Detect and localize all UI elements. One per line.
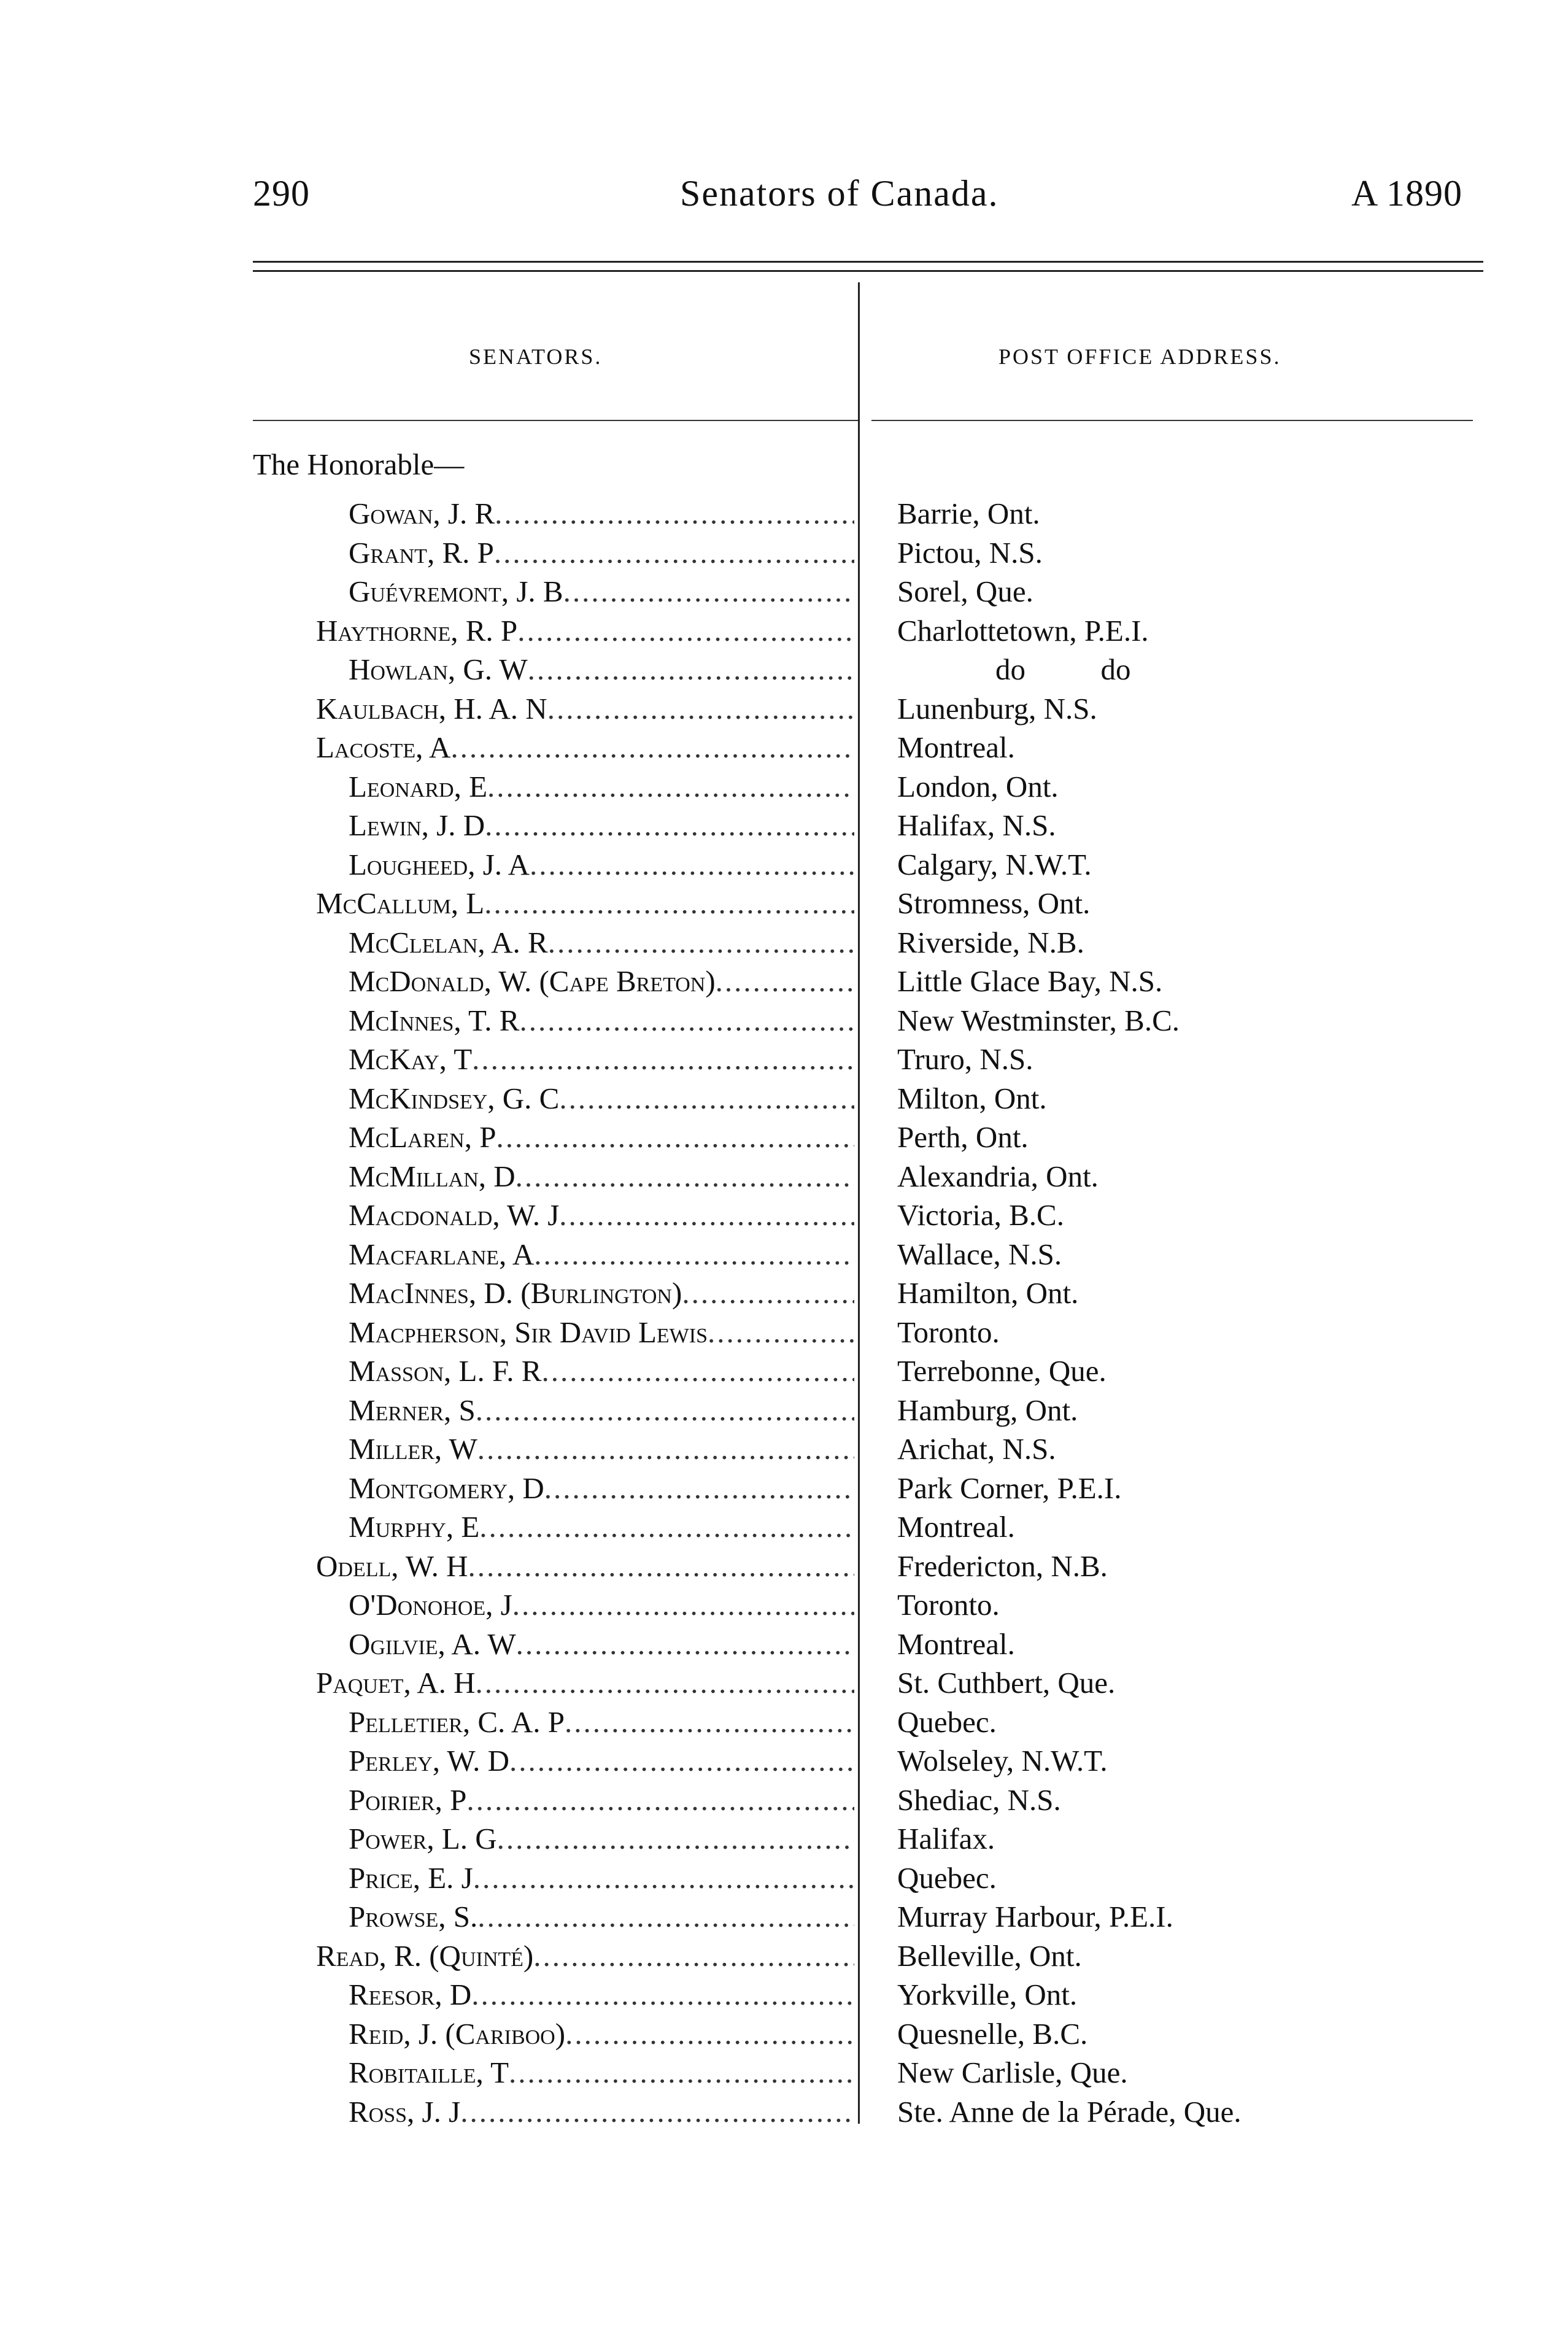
senator-name	[349, 1585, 854, 1625]
senator-name-text: McKay, T	[349, 1042, 473, 1076]
page-title: Senators of Canada.	[680, 173, 999, 214]
dot-leader	[516, 1157, 854, 1196]
senator-name	[349, 923, 854, 962]
dot-leader	[528, 650, 854, 689]
senator-name	[349, 767, 854, 807]
post-office-address: Toronto.	[897, 1588, 1000, 1622]
dot-leader	[476, 1391, 854, 1430]
senator-name-text: Lacoste, A	[316, 730, 451, 764]
dot-leader	[496, 1118, 854, 1157]
dot-leader	[477, 1897, 854, 1937]
dot-leader	[468, 1547, 855, 1586]
senator-name-text: Montgomery, D	[349, 1471, 544, 1505]
dot-leader	[542, 1352, 855, 1391]
senator-name	[316, 884, 854, 923]
senator-name	[349, 1079, 854, 1118]
post-office-address: do do	[995, 652, 1131, 686]
page-year: A 1890	[1351, 173, 1463, 214]
senator-name	[349, 1235, 854, 1274]
senator-name-text: Howlan, G. W	[349, 652, 528, 686]
dot-leader	[497, 1819, 854, 1859]
dot-leader	[519, 1001, 854, 1040]
dot-leader	[548, 923, 854, 962]
dot-leader	[509, 1741, 854, 1781]
post-office-address: Halifax.	[897, 1822, 995, 1855]
senator-name	[349, 962, 854, 1001]
dot-leader	[477, 1430, 854, 1469]
senator-name-text: Masson, L. F. R	[349, 1354, 542, 1388]
dot-leader	[563, 572, 854, 611]
dot-leader	[565, 2014, 854, 2054]
senator-name	[349, 2092, 854, 2132]
senator-name	[349, 1741, 854, 1781]
post-office-address: Truro, N.S.	[897, 1042, 1033, 1076]
post-office-address: Hamilton, Ont.	[897, 1276, 1079, 1310]
dot-leader	[530, 845, 854, 884]
senator-name-text: Lougheed, J. A	[349, 847, 530, 881]
senator-name-text: McMillan, D	[349, 1159, 516, 1193]
senator-name-text: Grant, R. P	[349, 535, 494, 570]
dot-leader	[547, 689, 854, 729]
senator-name-text: Prowse, S.	[349, 1900, 478, 1933]
dot-leader	[708, 1313, 854, 1352]
dot-leader	[471, 1975, 854, 2014]
header-rule-bottom	[253, 270, 1483, 272]
post-office-address: Lunenburg, N.S.	[897, 691, 1097, 726]
senator-name	[349, 572, 854, 611]
post-office-address: Montreal.	[897, 1510, 1015, 1544]
column-header-rule-right	[871, 420, 1473, 421]
senator-name	[349, 1625, 854, 1664]
senator-name	[349, 1975, 854, 2014]
post-office-address: Little Glace Bay, N.S.	[897, 964, 1163, 998]
post-office-address: Sorel, Que.	[897, 575, 1033, 608]
senator-name	[349, 1040, 854, 1079]
senator-name-text: Power, L. G	[349, 1822, 497, 1855]
senator-name-text: Poirier, P	[349, 1782, 467, 1817]
post-office-address: Quesnelle, B.C.	[897, 2016, 1088, 2051]
column-divider	[858, 282, 860, 2124]
senator-name-text: McCallum, L	[316, 886, 485, 920]
senator-name	[349, 1157, 854, 1196]
post-office-address: Shediac, N.S.	[897, 1782, 1061, 1817]
senator-name-text: Perley, W. D	[349, 1744, 510, 1778]
senator-name	[349, 494, 854, 533]
senator-name-text: Ross, J. J	[349, 2094, 461, 2129]
senator-name	[349, 1703, 854, 1742]
post-office-address: Perth, Ont.	[897, 1120, 1029, 1154]
senator-name	[349, 1313, 854, 1352]
senator-name	[349, 1118, 854, 1157]
post-office-address: Charlottetown, P.E.I.	[897, 613, 1149, 648]
post-office-address: St. Cuthbert, Que.	[897, 1666, 1116, 1700]
dot-leader	[472, 1040, 854, 1079]
senator-name-text: Pelletier, C. A. P	[349, 1704, 565, 1739]
senator-name-text: McKindsey, G. C	[349, 1081, 560, 1115]
senator-name-text: Kaulbach, H. A. N	[316, 691, 547, 726]
column-header-senators: SENATORS.	[469, 344, 603, 369]
senator-name	[349, 533, 854, 573]
dot-leader	[487, 767, 854, 807]
post-office-address: Calgary, N.W.T.	[897, 847, 1092, 881]
post-office-address: Hamburg, Ont.	[897, 1393, 1078, 1427]
post-office-address: Terrebonne, Que.	[897, 1354, 1106, 1388]
post-office-address: Quebec.	[897, 1704, 997, 1739]
post-office-address: New Westminster, B.C.	[897, 1003, 1180, 1037]
senator-name-text: Guévremont, J. B	[349, 575, 563, 608]
senator-name	[316, 1663, 854, 1703]
column-header-address: POST OFFICE ADDRESS.	[998, 344, 1281, 369]
dot-leader	[534, 1235, 854, 1274]
post-office-address: Toronto.	[897, 1315, 1000, 1349]
post-office-address: Stromness, Ont.	[897, 886, 1091, 920]
senator-name	[349, 806, 854, 845]
senator-name	[349, 1352, 854, 1391]
senator-name-text: McDonald, W. (Cape Breton)	[349, 964, 716, 998]
post-office-address: Pictou, N.S.	[897, 535, 1043, 570]
senator-name-text: Merner, S	[349, 1393, 476, 1427]
senator-name-text: Leonard, E	[349, 769, 488, 803]
senator-name	[316, 728, 854, 767]
dot-leader	[485, 806, 854, 845]
post-office-address: Yorkville, Ont.	[897, 1978, 1078, 2011]
post-office-address: Wolseley, N.W.T.	[897, 1744, 1108, 1778]
senator-name-text: Odell, W. H	[316, 1549, 468, 1583]
dot-leader	[484, 884, 854, 923]
senator-name-text: Macpherson, Sir David Lewis	[349, 1315, 708, 1349]
dot-leader	[509, 2053, 854, 2092]
dot-leader	[517, 611, 854, 651]
post-office-address: London, Ont.	[897, 769, 1059, 803]
senator-name-text: Paquet, A. H	[316, 1666, 476, 1700]
dot-leader	[494, 533, 854, 573]
senator-name	[349, 650, 854, 689]
intro-text: The Honorable—	[253, 447, 465, 481]
dot-leader	[476, 1663, 854, 1703]
post-office-address: Park Corner, P.E.I.	[897, 1471, 1122, 1505]
dot-leader	[533, 1937, 854, 1976]
senator-name-text: Ogilvie, A. W	[349, 1627, 516, 1661]
column-header-rule-left	[253, 420, 858, 421]
senator-name-text: Gowan, J. R	[349, 497, 495, 530]
post-office-address: Ste. Anne de la Pérade, Que.	[897, 2094, 1242, 2129]
senator-name-text: Reid, J. (Cariboo)	[349, 2016, 566, 2051]
senator-name	[349, 1507, 854, 1547]
senator-name-text: Reesor, D	[349, 1978, 472, 2011]
senator-name-text: Robitaille, T	[349, 2056, 509, 2089]
post-office-address: Wallace, N.S.	[897, 1237, 1062, 1271]
senator-name-text: Lewin, J. D	[349, 808, 485, 842]
senator-name	[349, 1391, 854, 1430]
senator-name	[316, 1547, 854, 1586]
post-office-address: Fredericton, N.B.	[897, 1549, 1108, 1583]
dot-leader	[466, 1781, 854, 1820]
senator-name	[349, 1897, 854, 1937]
dot-leader	[716, 962, 854, 1001]
dot-leader	[473, 1859, 854, 1898]
senator-name-text: MacInnes, D. (Burlington)	[349, 1276, 682, 1310]
senator-name-text: McClelan, A. R	[349, 925, 548, 959]
senator-name	[349, 2014, 854, 2054]
post-office-address: Montreal.	[897, 1627, 1015, 1661]
post-office-address: Milton, Ont.	[897, 1081, 1047, 1115]
senator-name	[349, 1469, 854, 1508]
senator-name	[316, 689, 854, 729]
post-office-address: New Carlisle, Que.	[897, 2056, 1128, 2089]
senator-name	[349, 1430, 854, 1469]
senator-name-text: Read, R. (Quinté)	[316, 1938, 534, 1973]
post-office-address: Murray Harbour, P.E.I.	[897, 1900, 1173, 1933]
senator-name	[349, 1274, 854, 1313]
senator-name-text: Murphy, E	[349, 1510, 480, 1544]
dot-leader	[479, 1507, 854, 1547]
post-office-address: Victoria, B.C.	[897, 1198, 1064, 1232]
post-office-address: Alexandria, Ont.	[897, 1159, 1099, 1193]
post-office-address: Quebec.	[897, 1860, 997, 1895]
senator-name	[349, 1781, 854, 1820]
senator-name	[349, 1819, 854, 1859]
senator-name-text: Price, E. J	[349, 1860, 473, 1895]
post-office-address: Montreal.	[897, 730, 1015, 764]
senator-name-text: Macfarlane, A	[349, 1237, 535, 1271]
senator-name	[349, 1196, 854, 1235]
dot-leader	[512, 1585, 854, 1625]
header-rule-top	[253, 261, 1483, 263]
senator-name	[316, 1937, 854, 1976]
senator-name	[349, 2053, 854, 2092]
senator-name-text: O'Donohoe, J	[349, 1588, 512, 1622]
senator-name	[349, 1859, 854, 1898]
post-office-address: Barrie, Ont.	[897, 497, 1040, 530]
dot-leader	[565, 1703, 854, 1742]
post-office-address: Arichat, N.S.	[897, 1432, 1056, 1466]
post-office-address: Riverside, N.B.	[897, 925, 1084, 959]
senator-name-text: McInnes, T. R	[349, 1003, 520, 1037]
senator-name-text: Miller, W	[349, 1432, 477, 1466]
senator-name-text: Haythorne, R. P	[316, 613, 518, 648]
senator-name	[349, 845, 854, 884]
dot-leader	[450, 728, 854, 767]
dot-leader	[495, 494, 854, 533]
dot-leader	[516, 1625, 854, 1664]
senator-name	[316, 611, 854, 651]
senator-name-text: Macdonald, W. J	[349, 1198, 560, 1232]
senator-name-text: McLaren, P	[349, 1120, 496, 1154]
dot-leader	[460, 2092, 854, 2132]
post-office-address: Belleville, Ont.	[897, 1938, 1082, 1973]
senator-name	[349, 1001, 854, 1040]
page-number: 290	[253, 173, 310, 214]
dot-leader	[559, 1196, 854, 1235]
dot-leader	[682, 1274, 854, 1313]
dot-leader	[559, 1079, 854, 1118]
dot-leader	[544, 1469, 854, 1508]
post-office-address: Halifax, N.S.	[897, 808, 1056, 842]
